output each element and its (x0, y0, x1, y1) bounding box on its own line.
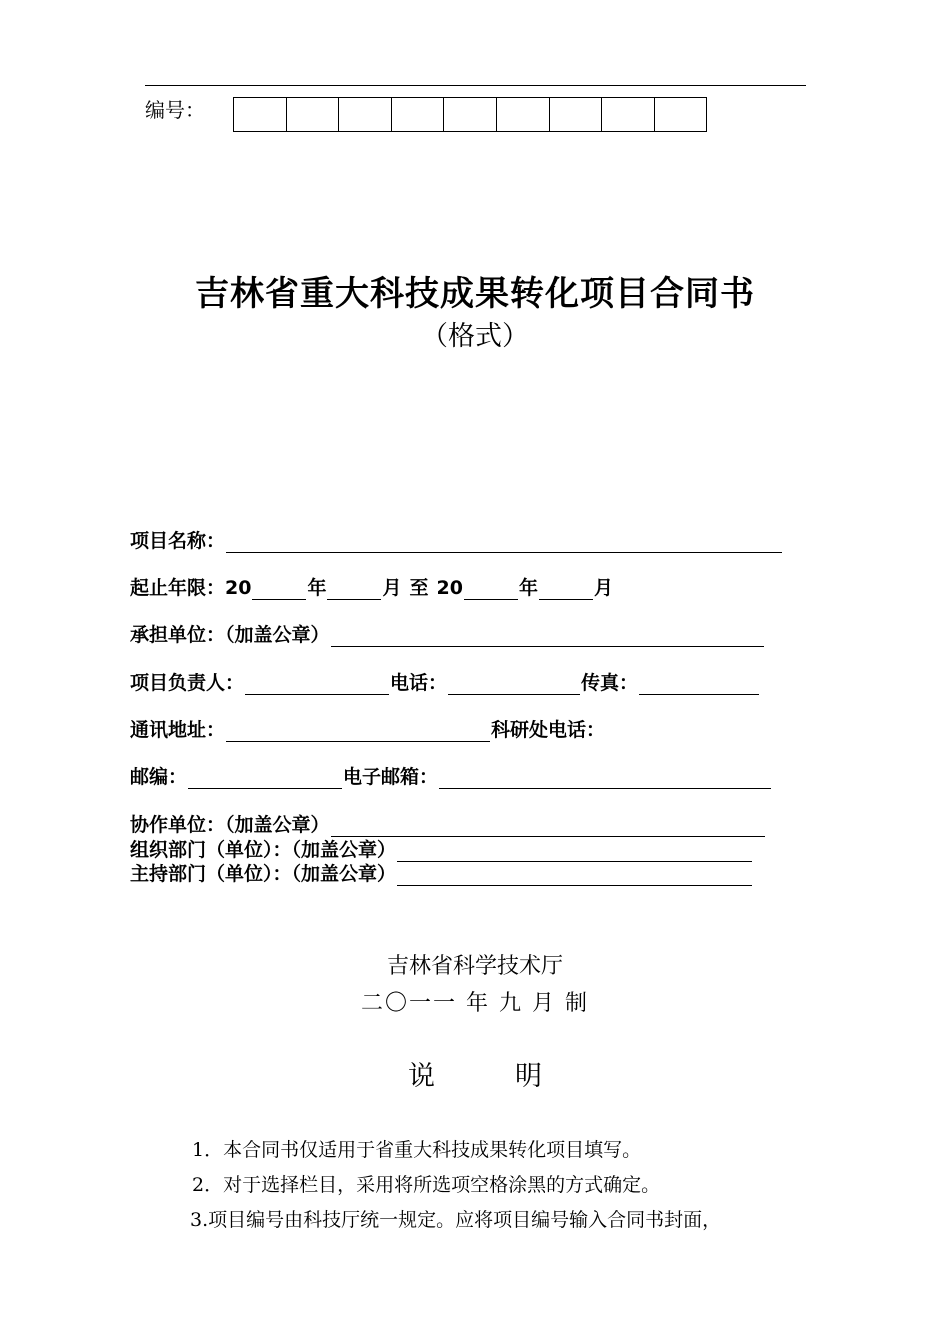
end-year-field[interactable] (464, 579, 518, 600)
cooperator-label: 协作单位：（加盖公章） (130, 814, 330, 836)
email-label: 电子邮箱： (343, 766, 439, 788)
serial-digit-box[interactable] (654, 97, 708, 132)
to-label: 至 (409, 577, 429, 599)
host-field[interactable] (397, 865, 752, 886)
undertaker-field[interactable] (331, 626, 764, 647)
serial-digit-box[interactable] (496, 97, 550, 132)
fax-label: 传真： (581, 672, 639, 694)
leader-field[interactable] (245, 674, 389, 695)
month-label: 月 (593, 577, 613, 599)
month-label: 月 (382, 577, 402, 599)
document-subtitle: （格式） (421, 321, 529, 352)
organizer-row (130, 838, 753, 862)
project-name-label: 项目名称： (130, 530, 226, 552)
document-title: 吉林省重大科技成果转化项目合同书 (195, 274, 755, 314)
serial-digit-box[interactable] (601, 97, 655, 132)
project-name-field[interactable] (226, 532, 782, 553)
serial-digit-box[interactable] (549, 97, 603, 132)
undertaker-row (130, 623, 765, 647)
host-label: 主持部门（单位）：（加盖公章） (130, 863, 397, 885)
serial-label: 编号： (145, 98, 205, 122)
cooperator-row (130, 813, 766, 837)
period-row (130, 576, 613, 600)
issue-date: 二〇一一 年 九 月 制 (361, 991, 589, 1016)
year-label: 年 (307, 577, 327, 599)
phone-label: 电话： (390, 672, 448, 694)
undertaker-label: 承担单位：（加盖公章） (130, 624, 330, 646)
organizer-field[interactable] (397, 841, 752, 862)
serial-digit-box[interactable] (391, 97, 445, 132)
serial-digit-box[interactable] (233, 97, 287, 132)
address-label: 通讯地址： (130, 719, 226, 741)
issuer-name: 吉林省科学技术厅 (386, 954, 563, 979)
postcode-row (130, 765, 772, 789)
leader-row (130, 671, 760, 695)
serial-digit-box[interactable] (443, 97, 497, 132)
organizer-label: 组织部门（单位）：（加盖公章） (130, 839, 397, 861)
instruction-item: 3.项目编号由科技厅统一规定。应将项目编号输入合同书封面， (190, 1209, 722, 1231)
email-field[interactable] (439, 768, 771, 789)
serial-number-boxes[interactable] (233, 97, 707, 132)
research-phone-label: 科研处电话： (491, 719, 606, 741)
leader-label: 项目负责人： (130, 672, 245, 694)
top-rule (145, 85, 806, 86)
start-month-field[interactable] (327, 579, 381, 600)
end-month-field[interactable] (539, 579, 593, 600)
cooperator-field[interactable] (331, 816, 765, 837)
heading-left: 说 (408, 1061, 435, 1092)
host-row (130, 862, 753, 886)
postcode-label: 邮编： (130, 766, 188, 788)
phone-field[interactable] (448, 674, 580, 695)
period-label: 起止年限：20 (130, 577, 252, 599)
postcode-field[interactable] (188, 768, 342, 789)
instruction-item: 1．本合同书仅适用于省重大科技成果转化项目填写。 (192, 1139, 642, 1161)
address-field[interactable] (226, 721, 490, 742)
year-label: 年 (518, 577, 538, 599)
instruction-item: 2．对于选择栏目，采用将所选项空格涂黑的方式确定。 (192, 1174, 661, 1196)
serial-digit-box[interactable] (338, 97, 392, 132)
address-row (130, 718, 605, 742)
start-year-field[interactable] (252, 579, 306, 600)
heading-right: 明 (515, 1061, 542, 1092)
instructions-heading (0, 1059, 950, 1095)
fax-field[interactable] (639, 674, 759, 695)
project-name-row (130, 529, 783, 553)
end-century-label: 20 (436, 577, 463, 599)
serial-digit-box[interactable] (286, 97, 340, 132)
